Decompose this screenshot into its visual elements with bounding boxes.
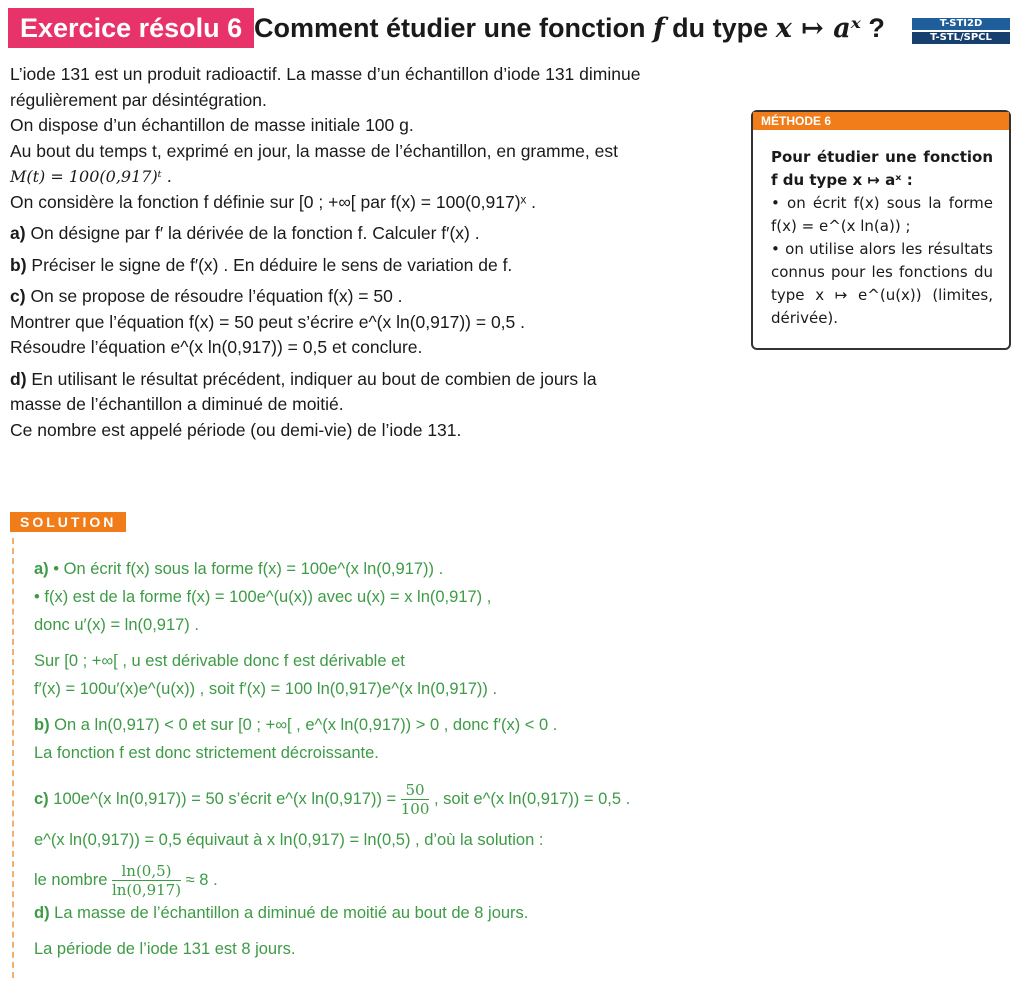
method-bullet: • on écrit f(x) sous la forme f(x) = e^(x ln(a)) ; [771, 194, 993, 235]
solution-a-line: • f(x) est de la forme f(x) = 100e^(u(x)) avec u(x) = x ln(0,917) , [34, 588, 492, 606]
solution-a-line: f′(x) = 100u′(x)e^(u(x)) , soit f′(x) = 100 ln(0,917)e^(x ln(0,917)) . [34, 680, 498, 698]
statement-line: Au bout du temps t, exprimé en jour, la masse de l’échantillon, en gramme, est [10, 140, 618, 161]
title-prefix: Comment étudier une fonction [254, 13, 646, 43]
solution-a-line: donc u′(x) = ln(0,917) . [34, 616, 199, 634]
fraction: $\frac{\ln(0,5)}{\ln(0,917)}$ [111, 862, 182, 899]
statement-line: On considère la fonction f définie sur [0 ; +∞[ par f(x) = 100(0,917)ˣ . [10, 191, 536, 212]
method-intro: Pour étudier une fonction f du type x ↦ aˣ : [771, 148, 993, 189]
solution-c-line: le nombre $\frac{\ln(0,5)}{\ln(0,917)}$ ≈ 8 . [34, 862, 218, 899]
question-c-line: Montrer que l’équation f(x) = 50 peut s’écrire e^(x ln(0,917)) = 0,5 . [10, 311, 525, 332]
solution-a-line: Sur [0 ; +∞[ , u est dérivable donc f est dérivable et [34, 652, 405, 670]
question-d: d) En utilisant le résultat précédent, indiquer au bout de combien de jours la [10, 368, 597, 389]
question-d-line: masse de l’échantillon a diminué de moitié. [10, 394, 344, 414]
question-a: a) On désigne par f′ la dérivée de la fonction f. Calculer f′(x) . [10, 223, 480, 243]
fraction: $\frac{50}{100}$ [400, 781, 430, 818]
question-d-line: Ce nombre est appelé période (ou demi-vie) de l’iode 131. [10, 419, 462, 440]
solution-c-line: c) 100e^(x ln(0,917)) = 50 s’écrit e^(x ln(0,917)) = $\frac{50}{100}$ , soit e^(x ln(0,917)) = 0,5 . [34, 781, 631, 818]
level-badges [912, 18, 1010, 46]
level-badge-stl: T-STL/SPCL [912, 32, 1010, 44]
title-math: x ↦ aˣ [775, 13, 861, 44]
method-box [751, 110, 1011, 350]
statement-line: On dispose d’un échantillon de masse initiale 100 g. [10, 115, 414, 135]
solution-c-line: e^(x ln(0,917)) = 0,5 équivaut à x ln(0,917) = ln(0,5) , d’où la solution : [34, 831, 544, 849]
solution-b-line: b) On a ln(0,917) < 0 et sur [0 ; +∞[ , e^(x ln(0,917)) > 0 , donc f′(x) < 0 . [34, 716, 558, 734]
method-body [771, 146, 993, 330]
statement-line: L’iode 131 est un produit radioactif. La masse d’un échantillon d’iode 131 diminue [10, 64, 641, 84]
solution-body [34, 555, 634, 963]
solution-a-line: a) • On écrit f(x) sous la forme f(x) = 100e^(x ln(0,917)) . [34, 560, 444, 578]
exercise-statement [10, 62, 730, 443]
level-badge-sti2d: T-STI2D [912, 18, 1010, 30]
question-c: c) On se propose de résoudre l’équation f(x) = 50 . [10, 286, 403, 306]
question-c-line: Résoudre l’équation e^(x ln(0,917)) = 0,5 et conclure. [10, 337, 423, 357]
statement-line: M(t) = 100(0,917)ᵗ . [10, 167, 172, 186]
solution-d-line: La période de l’iode 131 est 8 jours. [34, 940, 296, 958]
solution-rule [12, 538, 14, 978]
solution-d-line: d) La masse de l’échantillon a diminué de moitié au bout de 8 jours. [34, 904, 529, 922]
page-title [254, 8, 885, 49]
title-mid: du type [672, 13, 769, 43]
question-b: b) Préciser le signe de f′(x) . En déduire le sens de variation de f. [10, 254, 513, 275]
title-f: f [653, 13, 665, 44]
solution-b-line: La fonction f est donc strictement décroissante. [34, 744, 379, 762]
exercise-badge: Exercice résolu 6 [8, 8, 254, 48]
statement-line: régulièrement par désintégration. [10, 89, 267, 110]
method-bullet: • on utilise alors les résultats connus pour les fonctions du type x ↦ e^(u(x)) (limites, dérivée). [771, 240, 993, 327]
method-header: MÉTHODE 6 [753, 112, 1009, 130]
title-end: ? [868, 13, 885, 43]
solution-badge: SOLUTION [10, 512, 126, 532]
